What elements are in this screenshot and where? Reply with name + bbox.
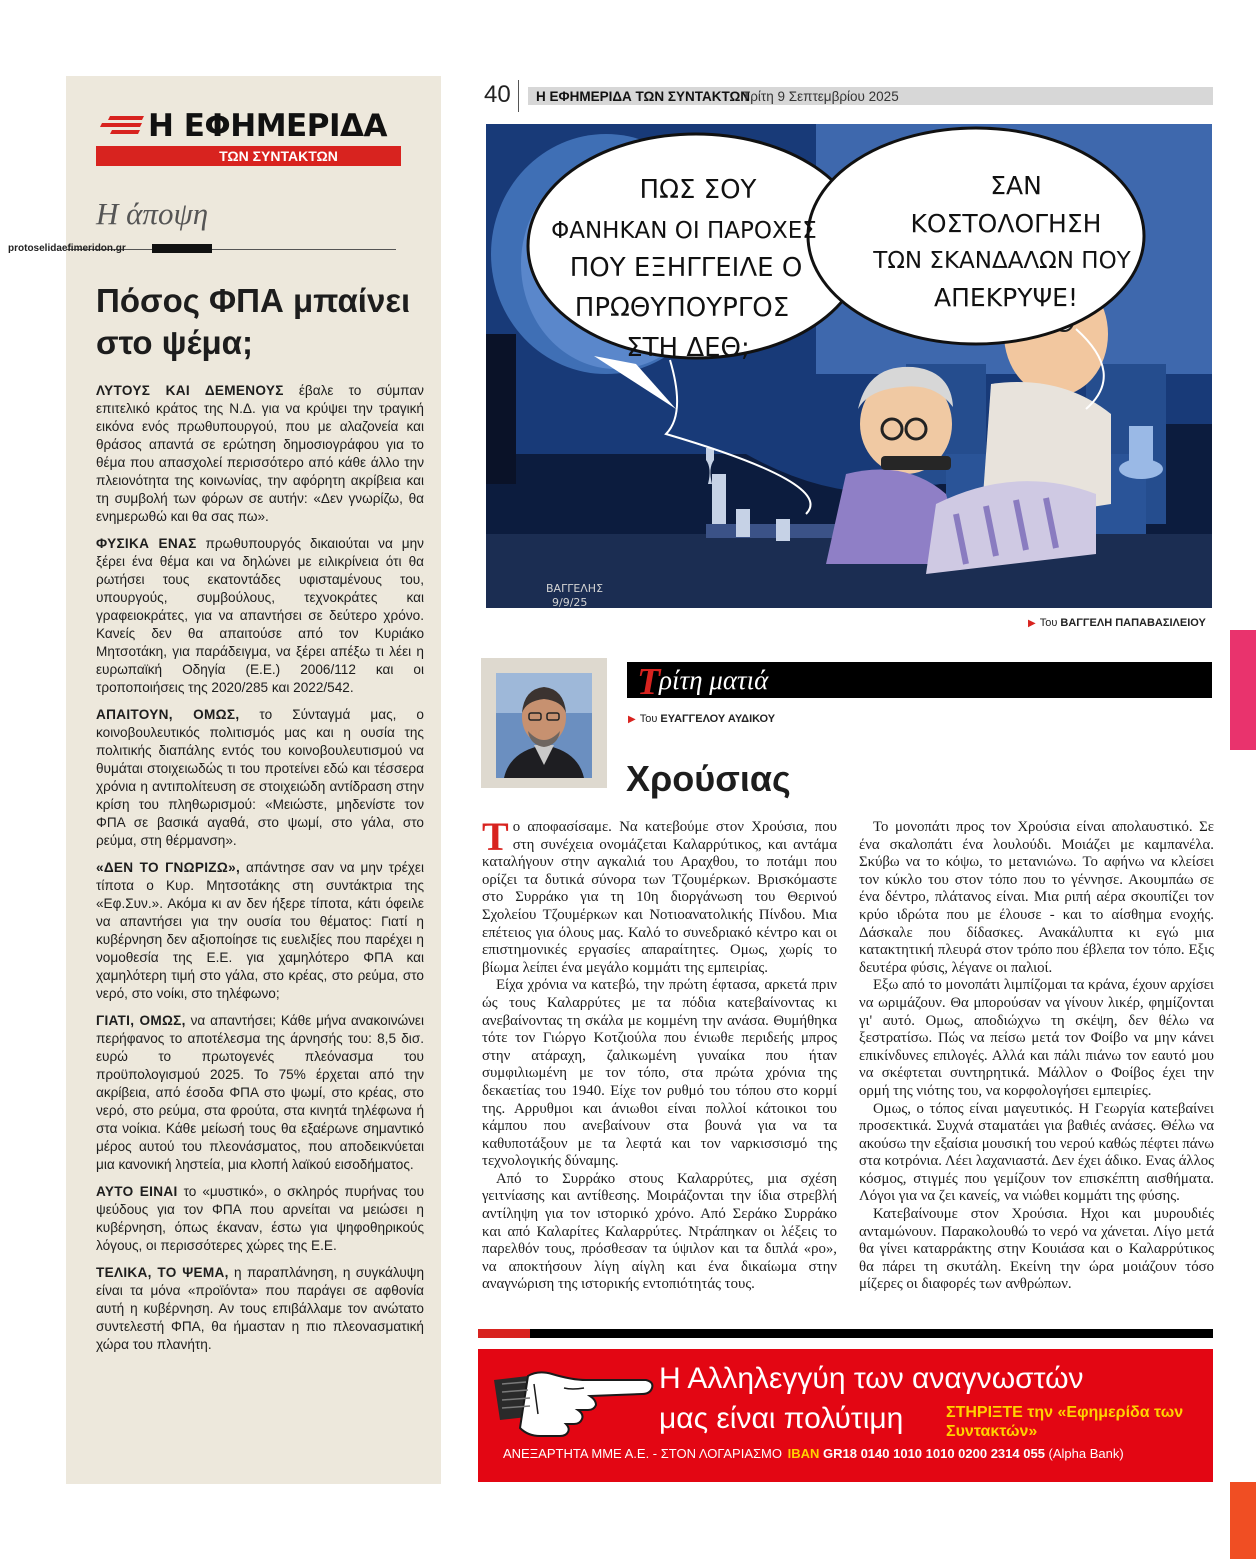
ad-account-info: ΑΝΕΞΑΡΤΗΤΑ ΜΜΕ Α.Ε. - ΣΤΟΝ ΛΟΓΑΡΙΑΣΜΟ IBAN GR18 0140 1010 1010 0200 2314 055 (Alpha Bank) xyxy=(503,1446,1124,1461)
drop-cap: Τ xyxy=(482,814,509,859)
svg-text:ΤΩΝ ΣΚΑΝΔΑΛΩΝ ΠΟΥ: ΤΩΝ ΣΚΑΝΔΑΛΩΝ ΠΟΥ xyxy=(873,248,1131,274)
svg-text:ΠΩΣ ΣΟΥ: ΠΩΣ ΣΟΥ xyxy=(639,175,757,205)
header-date: Τρίτη 9 Σεπτεμβρίου 2025 xyxy=(742,89,899,104)
glass xyxy=(712,474,726,524)
logo-name: Η ΕΦΗΜΕΡΙΔΑ xyxy=(148,108,387,144)
newspaper-logo xyxy=(96,108,401,166)
editorial-panel xyxy=(66,76,441,1484)
column-paragraph: Κατεβαίνουμε στον Χρούσια. Ηχοι και μυρουδιές ανταμώνουν. Παρακολουθώ το νερό να χάνεται. Λίγο μετά θα γίνει καταρράκτης στην Κουιάσα και ο Καλαρρύτικος θα πάρει τη σκυτάλη. Εκείνη την ώρα μοιάζουν τόσο μίζερες οι διαφορές των ανθρώπων. xyxy=(859,1206,1214,1293)
column-paragraph: Είχα χρόνια να κατεβώ, την πρώτη έφτασα, αρκετά πριν ώς τους Καλαρρύτες με τα πόδια κατεβαίνοντας κι ανεβαίνοντας τη σκάλα με κομμένη την ανάσα. Θυμήθηκα τότε τον Γιώργο Κοτζιούλα που ένιωθε περιδεής μπρος στην ατάραχη, ζαλικωμένη γυναίκα που ήταν συμφιλιωμένη με τον τόπο, στα πρώτα χρόνια της δεκαετίας του 1940. Είχε τον ρυθμό του τόπου στο κορμί της. Αρρυθμοι και άνιωθοι είναι πολλοί κάτοικοι του κάμπου που ανεβαίνουν στα βουνά για να τα καθυποτάξουν με τα λεφτά και τον ναρκισσισμό της τεχνολογικής δύναμης. xyxy=(482,977,837,1170)
date-edge-tab-text: 9/9/2025 xyxy=(1215,740,1232,803)
ad-top-rule-red xyxy=(478,1329,530,1338)
svg-text:ΣΑΝ: ΣΑΝ xyxy=(990,171,1042,200)
cartoon-credit: ▶ Του ΒΑΓΓΕΛΗ ΠΑΠΑΒΑΣΙΛΕΙΟΥ xyxy=(1028,617,1206,629)
logo-subtitle: ΤΩΝ ΣΥΝΤΑΚΤΩΝ xyxy=(96,146,401,166)
cartoon-signature-date: 9/9/25 xyxy=(552,596,588,608)
page-number: 40 xyxy=(484,81,511,108)
date-edge-tab xyxy=(1230,630,1256,750)
corner-edge-tab xyxy=(1230,1482,1256,1559)
column-paragraph: Το αποφασίσαμε. Να κατεβούμε στον Χρούσια, που στη συνέχεια ονομάζεται Καλαρρύτικος, και αντάμα καταλήγουν στην αγκαλιά του Αραχθου, το ποτάμι που ορίζει τα δυτικά σύνορα των Τζουμέρκων. Βρισκόμαστε στο Συρράκο για τη 10η διοργάνωση του Θερινού Σχολείου Τζουμέρκων και Νοτιοανατολικής Πίνδου. Μια επέτειος για όλους μας. Καλό το συνεδριακό κέντρο και οι επιστημονικές εργασίες απαραίτητες. Ομως, χωρίς το βίωμα λείπει ένα μεγάλο κομμάτι της εμπειρίας. xyxy=(482,814,837,976)
column-name: ρίτη ματιά xyxy=(659,665,769,695)
svg-text:ΠΡΩΘΥΠΟΥΡΓΟΣ: ΠΡΩΘΥΠΟΥΡΓΟΣ xyxy=(574,293,790,323)
editorial-paragraph: «ΔΕΝ ΤΟ ΓΝΩΡΙΖΩ», απάντησε σαν να μην τρέχει τίποτα ο Κυρ. Μητσοτάκης στη συντάκτρια της «Εφ.Συν.». Ακόμα κι αν δεν ήξερε τίποτα, κάτι όφειλε να απαντήσει για την ουσία του θέματος: Γιατί η κυβέρνηση δεν αξιοποίησε τις ευελιξίες που παρέχει η νομοθεσία της Ε.Ε. για χαμηλότερο ΦΠΑ και χαμηλότερη τιμή στο γάλα, στο κρέας, στο ρεύμα, στο νερό, στο νοίκι, στο τηλέφωνο; xyxy=(96,860,424,1001)
editorial-headline: Πόσος ΦΠΑ μπαίνει στο ψέμα; xyxy=(96,282,411,361)
cartoon-signature: ΒΑΓΓΕΛΗΣ xyxy=(546,582,604,595)
header-paper-name: Η ΕΦΗΜΕΡΙΔΑ ΤΩΝ ΣΥΝΤΑΚΤΩΝ xyxy=(536,89,751,104)
author-portrait-icon xyxy=(496,673,592,778)
editorial-paragraph: ΑΥΤΟ ΕΙΝΑΙ το «μυστικό», ο σκληρός πυρήνας του ψεύδους για τον ΦΠΑ που αρνείται να μειώσει η κυβέρνηση, όπως έκαναν, έστω για ψηφοθηρικούς λόγους, οι περισσότερες χώρες της Ε.Ε. xyxy=(96,1184,425,1253)
svg-text:ΑΠΕΚΡΥΨΕ!: ΑΠΕΚΡΥΨΕ! xyxy=(934,283,1078,312)
editorial-body xyxy=(96,382,424,1363)
column-paragraph: Το μονοπάτι προς τον Χρούσια είναι απολαυστικό. Σε ένα σκαλοπάτι ένα λουλούδι. Μοιάζει με καμπανέλα. Σκύβω να το κόψω, το μετανιώνω. Το αφήνω να κλείσει τον κύκλο του στον τόπο που το γέννησε. Ακουμπάω σε ένα δέντρο, πλάτανος είναι. Μια ριπή αέρα σκουπίζει τον κρύο ιδρώτα που με έλουσε - και το αίσθημα ενοχής. Δάσκαλε που δίδασκες. Ανακάλυπτα κι εγώ μια κατακτητική πλευρά στον τρόπο που έβλεπα τον τόπο. Εξις δευτέρα φύσις, λέγανε οι παλιοί. xyxy=(859,819,1214,976)
editorial-paragraph: ΦΥΣΙΚΑ ΕΝΑΣ πρωθυπουργός δικαιούται να μην ξέρει ένα θέμα και να δηλώνει με ειλικρίνεια ότι θα ρωτήσει τους εκατοντάδες υφισταμένους του, υπουργούς, συμβούλους, τεχνοκράτες και γραφειοκράτες, για να απαντήσει σε δεύτερο χρόνο. Κανείς δεν θα απαιτούσε από τον Κυριάκο Μητσοτάκη, για παράδειγμα, να ξέρει απέξω τι λέει η ευρωπαϊκή Οδηγία (Ε.Ε.) 2006/112 και οι τροποποιήσεις της 2020/285 και 2022/542. xyxy=(96,536,424,695)
svg-text:ΣΤΗ ΔΕΘ;: ΣΤΗ ΔΕΘ; xyxy=(626,333,750,363)
column-paragraph: Από το Συρράκο στους Καλαρρύτες, μια σχέση γειτνίασης και αντίθεσης. Μοιράζονται την ίδια στρεβλή αντίληψη για τον ιστορικό χρόνο. Από Σεράκο Συρράκο και από Καλαρίτες Καλαρρύτες. Ντράπηκαν οι λέξεις το παρελθόν τους, πρόσθεσαν τα ύψιλον και τα διπλά «ρο», να αποκτήσουν λίγη αίγλη και ένα δικαίωμα στην αναγνώριση της ιστορικής εντοπιότητάς τους. xyxy=(482,1170,837,1293)
cartoon xyxy=(486,124,1212,608)
column-body xyxy=(482,814,1214,1317)
ad-title-line1: Η Αλληλεγγύη των αναγνωστών xyxy=(659,1362,1084,1395)
remote-control xyxy=(881,456,951,470)
arrow-right-icon: ▶ xyxy=(1028,618,1036,629)
editorial-paragraph: ΛΥΤΟΥΣ ΚΑΙ ΔΕΜΕΝΟΥΣ έβαλε το σύμπαν επιτελικό κράτος της Ν.Δ. για να κρύψει την τραγική εικόνα ενός πρωθυπουργού, που με αλαζονεία και θράσος απαντά σε ερώτηση δημοσιογράφου για το θέμα που απασχολεί περισσότερο από κάθε άλλο την πλειονότητα της κοινωνίας, την αφόρητη ακρίβεια και τη συμβολή των φόρων σε αυτήν: «Δεν γνωρίζω, θα ενημερωθώ και θα σας πω». xyxy=(96,383,424,524)
section-rule-block xyxy=(152,244,212,253)
column-name-initial: Τ xyxy=(637,661,661,703)
column-headline: Χρούσιας xyxy=(626,758,791,799)
editorial-paragraph: ΑΠΑΙΤΟΥΝ, ΟΜΩΣ, το Σύνταγμά μας, ο κοινοβουλευτικός πολιτισμός μας και η ουσία της πολιτικής διαπάλης εντός του κοινοβουλευτισμού να θυμάται στοιχειωδώς τι του προτείνει εδώ και τέσσερα χρόνια η αντιπολίτευση σε στοιχειώδη αντίδραση στην κρίση του πληθωρισμού: «Μειώστε, μηδενίστε τον ΦΠΑ σε βασικά αγαθά, στο ψωμί, στο γάλα, στο ρεύμα, στη θέρμανση». xyxy=(96,707,424,848)
ad-title-line2: μας είναι πολύτιμη xyxy=(659,1402,904,1435)
column-paragraph: Εξω από το μονοπάτι λιμπίζομαι τα κράνα, έχουν αρχίσει να ωριμάζουν. Θα μπορούσαν να γίνουν λικέρ, φημίζονται γι' αυτό. Ομως, αποδιώχνω τη σκέψη, δεν θέλω να ξεστρατίσω. Πώς να πείσω μετά τον Φοίβο να μην κάνει επικίνδυνες επιλογές. Αλλά και πάλι πιάνω τον εαυτό μου να σκέφτεται συντηρητικά. Μάλλον ο Φοίβος έχει την ορμή της νιότης του, να κορφολογήσει εμπειρίες. xyxy=(859,977,1214,1099)
arrow-right-icon: ▶ xyxy=(628,714,636,725)
ad-top-rule-black xyxy=(530,1329,1213,1338)
editorial-paragraph: ΓΙΑΤΙ, ΟΜΩΣ, να απαντήσει; Κάθε μήνα ανακοινώνει περήφανος το αποτέλεσμα της άρνησής του: 8,5 δισ. ευρώ το πρωτογενές πλεόνασμα του προϋπολογισμού 2025. Το 75% έρχεται από την ακρίβεια, από έσοδα ΦΠΑ στο ψωμί, στο κρέας, στο νερό, στο ρεύμα, στα φρούτα, στα κινητά τηλέφωνα ή στα νοίκια. Κάθε μείωσή τους θα εξαέρωνε σημαντικό μέρος αυτού του πλεονάσματος, που αποδεικνύεται μια κανονική ληστεία, μια κλοπή λαϊκού εισοδήματος. xyxy=(96,1013,425,1172)
header-divider xyxy=(518,80,519,112)
svg-text:ΚΟΣΤΟΛΟΓΗΣΗ: ΚΟΣΤΟΛΟΓΗΣΗ xyxy=(910,209,1102,238)
speed-lines-icon xyxy=(96,114,144,136)
author-photo xyxy=(481,658,607,788)
editorial-paragraph: ΤΕΛΙΚΑ, ΤΟ ΨΕΜΑ, η παραπλάνηση, η συγκάλυψη είναι τα μόνα «προϊόντα» που παράγει σε αφθονία αυτή η κυβέρνηση. Αν τους επιβάλλαμε τον ανώτατο συντελεστή ΦΠΑ, θα ήμασταν η πιο πλεονασματική χώρα του πλανήτη. xyxy=(96,1265,425,1352)
iban-number: GR18 0140 1010 1010 0200 2314 055 xyxy=(823,1446,1045,1461)
section-title: Η άποψη xyxy=(96,196,209,231)
column-byline: ▶ Του ΕΥΑΓΓΕΛΟΥ ΑΥΔΙΚΟΥ xyxy=(628,713,776,725)
watermark: protoselidaefimeridon.gr xyxy=(8,243,126,254)
svg-text:ΦΑΝΗΚΑΝ ΟΙ ΠΑΡΟΧΕΣ: ΦΑΝΗΚΑΝ ΟΙ ΠΑΡΟΧΕΣ xyxy=(551,218,817,244)
ad-call-to-action[interactable]: ΣΤΗΡΙΞΤΕ την «Εφημερίδα των Συντακτών» xyxy=(946,1404,1184,1440)
column-paragraph: Ομως, ο τόπος είναι μαγευτικός. Η Γεωργία κατεβαίνει προσεκτικά. Συχνά σταματάει για βαθιές ανάσες. Θέλω να ακούσω την εξαίσια μουσική του νερού καθώς πέφτει πάνω στα κοτρόνια. Λέει λαχανιαστά. Δεν έχει άδικο. Ενας άλλος κόσμος, στιγμές που γεμίζουν τον επισκέπτη αισθήματα. Λόγοι για να ζει κανείς, να νιώθει κομμάτι της φύσης. xyxy=(859,1100,1214,1205)
svg-text:ΠΟΥ ΕΞΗΓΓΕΙΛΕ Ο: ΠΟΥ ΕΞΗΓΓΕΙΛΕ Ο xyxy=(569,253,803,283)
pointing-hand-icon xyxy=(494,1362,654,1438)
